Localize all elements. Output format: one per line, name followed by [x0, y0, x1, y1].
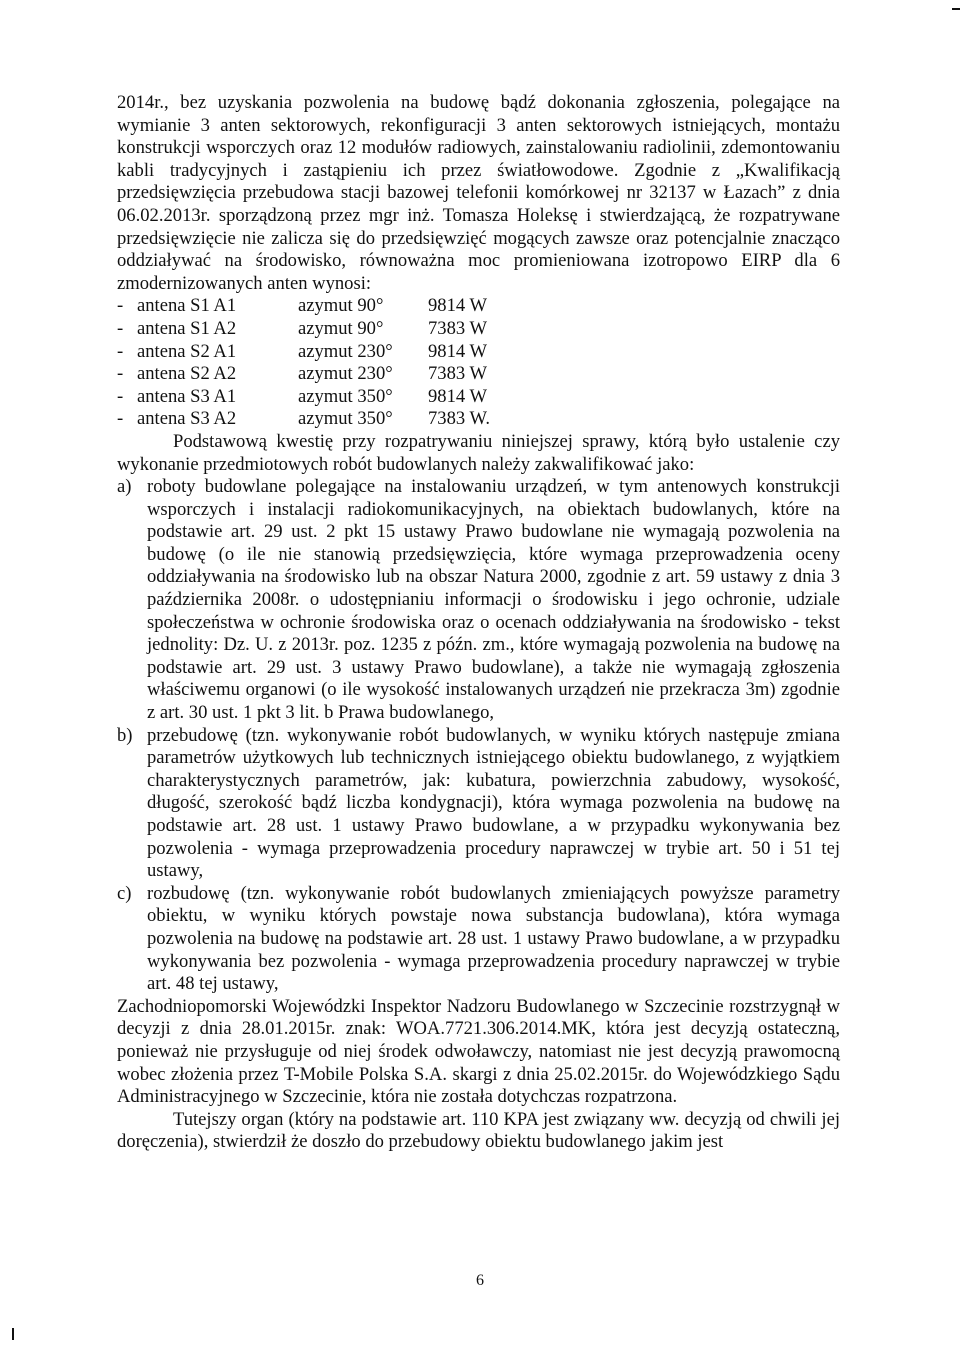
- item-label: c): [117, 882, 132, 904]
- document-body: [117, 92, 840, 1154]
- list-dash: -: [117, 340, 124, 362]
- antenna-power: 9814 W: [428, 385, 488, 407]
- antenna-power: 9814 W: [428, 340, 488, 362]
- paragraph-conclusion: Tutejszy organ (który na podstawie art. 110 KPA jest związany ww. decyzją od chwili jej doręczenia), stwierdził że doszło do przebudowy obiektu budowlanego jakim jest: [117, 1108, 840, 1153]
- antenna-list: [117, 295, 840, 431]
- scan-mark-top-right: [952, 8, 960, 10]
- antenna-name: antena S3 A1: [137, 385, 237, 407]
- paragraph-intro: 2014r., bez uzyskania pozwolenia na budowę bądź dokonania zgłoszenia, polegające na wymianie 3 anten sektorowych, rekonfiguracji 3 anten sektorowych istniejących, montażu konstrukcji wsporczych oraz 12 modułów radiowych, zainstalowaniu radiolinii, zdemontowaniu kabli tradycyjnych i zastąpieniu ich przez światłowodowe. Zgodnie z „Kwalifikacją przedsięwzięcia przebudowa stacji bazowej telefonii komórkowej nr 32137 w Łazach” z dnia 06.02.2013r. sporządzoną przez mgr inż. Tomasza Holeksę i stwierdzającą, że rozpatrywane przedsięwzięcie nie zalicza się do przedsięwzięć mogących zawsze oraz potencjalnie znacząco oddziaływać na środowisko, równoważna moc promieniowana izotropowo EIRP dla 6 zmodernizowanych anten wynosi:: [117, 92, 840, 294]
- antenna-row: [117, 386, 840, 409]
- page-number: 6: [476, 1272, 484, 1289]
- list-item-a: [117, 476, 840, 725]
- antenna-name: antena S2 A2: [137, 363, 237, 385]
- list-dash: -: [117, 363, 124, 385]
- item-label: a): [117, 476, 132, 498]
- list-item-b: [117, 725, 840, 883]
- item-text: przebudowę (tzn. wykonywanie robót budowlanych, w wyniku których następuje zmiana parametrów użytkowych lub technicznych istniejącego obiektu budowlanego, z wyjątkiem charakterystycznych parametrów, jak: kubatura, powierzchnia zabudowy, wysokość, długość, szerokość bądź liczba kondygnacji), która wymaga pozwolenia na budowę na podstawie art. 28 ust. 1 ustawy Prawo budowlane, a w przypadku wykonywania bez pozwolenia - wymaga przeprowadzenia procedury naprawczej w trybie art. 50 i 51 tej ustawy,: [147, 724, 840, 882]
- antenna-azimuth: azymut 230°: [298, 363, 393, 385]
- antenna-power: 9814 W: [428, 295, 488, 317]
- antenna-azimuth: azymut 350°: [298, 385, 393, 407]
- paragraph-main-question: Podstawową kwestię przy rozpatrywaniu niniejszej sprawy, którą było ustalenie czy wykonanie przedmiotowych robót budowlanych należy zakwalifikować jako:: [117, 430, 840, 475]
- antenna-name: antena S1 A1: [137, 295, 237, 317]
- item-text: roboty budowlane polegające na instalowaniu urządzeń, w tym antenowych konstrukcji wsporczych i instalacji radiokomunikacyjnych, na obiektach budowlanych, które na podstawie art. 29 ust. 2 pkt 15 ustawy Prawo budowlane nie wymagają pozwolenia na budowę (o ile nie stanowią przedsięwzięcia, które wymaga przeprowadzenia oceny oddziaływania na środowisko lub na obszar Natura 2000, zgodnie z art. 59 ustawy z dnia 3 października 2008r. o udostępnianiu informacji o środowisku i jego ochronie, udziale społeczeństwa w ochronie środowiska oraz o ocenach oddziaływania na środowisko - tekst jednolity: Dz. U. z 2013r. poz. 1235 z późn. zm., które wymagają pozwolenia na budowę na podstawie art. 29 ust. 3 ustawy Prawo budowlane), a także nie wymagają zgłoszenia właściwemu organowi (o ile wysokość instalowanych urządzeń nie przekracza 3m) zgodnie z art. 30 ust. 1 pkt 3 lit. b Prawa budowlanego,: [147, 476, 840, 724]
- paragraph-decision: Zachodniopomorski Wojewódzki Inspektor Nadzoru Budowlanego w Szczecinie rozstrzygnął w decyzji z dnia 28.01.2015r. znak: WOA.7721.306.2014.MK, która jest decyzją ostateczną, ponieważ nie przysługuje od niej środek odwoławczy, natomiast nie jest decyzją prawomocną wobec złożenia przez T-Mobile Polska S.A. skargi z dnia 25.02.2015r. do Wojewódzkiego Sądu Administracyjnego w Szczecinie, która nie została dotychczas rozpatrzona.: [117, 995, 840, 1108]
- antenna-power: 7383 W: [428, 363, 488, 385]
- antenna-name: antena S2 A1: [137, 340, 237, 362]
- list-dash: -: [117, 295, 124, 317]
- antenna-name: antena S3 A2: [137, 408, 237, 430]
- antenna-row: [117, 295, 840, 318]
- antenna-row: [117, 341, 840, 364]
- item-label: b): [117, 724, 133, 746]
- item-text: rozbudowę (tzn. wykonywanie robót budowlanych zmieniających powyższe parametry obiektu, w wyniku których powstaje nowa substancja budowlana), która wymaga pozwolenia na budowę na podstawie art. 28 ust. 1 ustawy Prawo budowlane, a w przypadku wykonywania bez pozwolenia - wymaga przeprowadzenia procedury naprawczej w trybie art. 48 tej ustawy,: [147, 882, 840, 995]
- scan-mark-bottom-left: [12, 1328, 14, 1340]
- list-dash: -: [117, 408, 124, 430]
- list-dash: -: [117, 317, 124, 339]
- antenna-azimuth: azymut 90°: [298, 317, 384, 339]
- antenna-row: [117, 408, 840, 431]
- antenna-azimuth: azymut 350°: [298, 408, 393, 430]
- antenna-power: 7383 W.: [428, 408, 490, 430]
- antenna-name: antena S1 A2: [137, 317, 237, 339]
- antenna-azimuth: azymut 230°: [298, 340, 393, 362]
- list-dash: -: [117, 385, 124, 407]
- antenna-power: 7383 W: [428, 317, 488, 339]
- antenna-row: [117, 363, 840, 386]
- list-item-c: [117, 883, 840, 996]
- antenna-azimuth: azymut 90°: [298, 295, 384, 317]
- antenna-row: [117, 318, 840, 341]
